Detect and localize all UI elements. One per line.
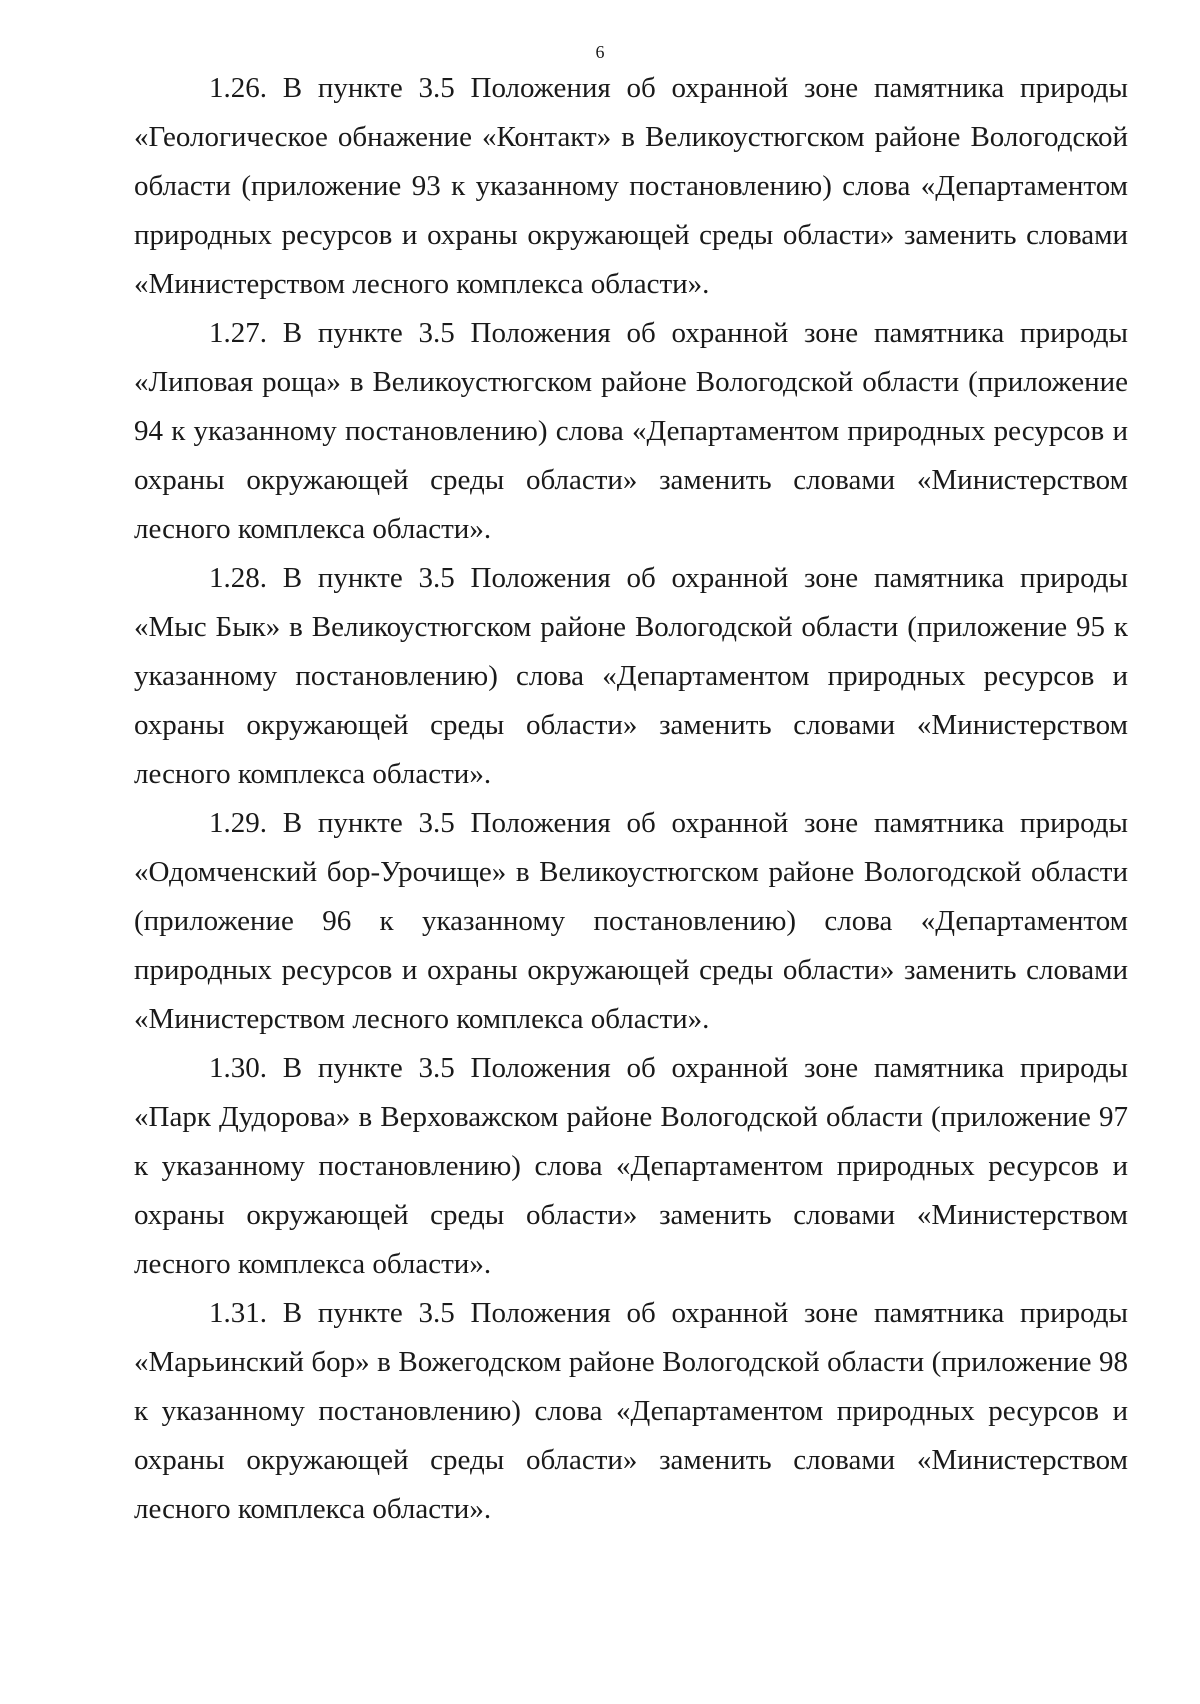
- paragraph-1-26: 1.26. В пункте 3.5 Положения об охранной зоне памятника природы «Геологическое обнажение «Контакт» в Великоустюгском районе Вологодской области (приложение 93 к указанному постановлению) слова «Департаментом природных ресурсов и охраны окружающей среды области» заменить словами «Министерством лесного комплекса области».: [134, 72, 1128, 300]
- paragraph-1-30: 1.30. В пункте 3.5 Положения об охранной зоне памятника природы «Парк Дудорова» в Верховажском районе Вологодской области (приложение 97 к указанному постановлению) слова «Департаментом природных ресурсов и охраны окружающей среды области» заменить словами «Министерством лесного комплекса области».: [134, 1052, 1128, 1280]
- page-number: 6: [595, 42, 605, 62]
- paragraph-1-28: 1.28. В пункте 3.5 Положения об охранной зоне памятника природы «Мыс Бык» в Великоустюгском районе Вологодской области (приложение 95 к указанному постановлению) слова «Департаментом природных ресурсов и охраны окружающей среды области» заменить словами «Министерством лесного комплекса области».: [134, 562, 1128, 790]
- paragraph-1-27: 1.27. В пункте 3.5 Положения об охранной зоне памятника природы «Липовая роща» в Великоустюгском районе Вологодской области (приложение 94 к указанному постановлению) слова «Департаментом природных ресурсов и охраны окружающей среды области» заменить словами «Министерством лесного комплекса области».: [134, 317, 1128, 545]
- paragraph-1-29: 1.29. В пункте 3.5 Положения об охранной зоне памятника природы «Одомченский бор-Урочище» в Великоустюгском районе Вологодской области (приложение 96 к указанному постановлению) слова «Департаментом природных ресурсов и охраны окружающей среды области» заменить словами «Министерством лесного комплекса области».: [134, 807, 1128, 1035]
- paragraph-1-31: 1.31. В пункте 3.5 Положения об охранной зоне памятника природы «Марьинский бор» в Вожегодском районе Вологодской области (приложение 98 к указанному постановлению) слова «Департаментом природных ресурсов и охраны окружающей среды области» заменить словами «Министерством лесного комплекса области».: [134, 1297, 1128, 1525]
- document-body: [134, 64, 1128, 1534]
